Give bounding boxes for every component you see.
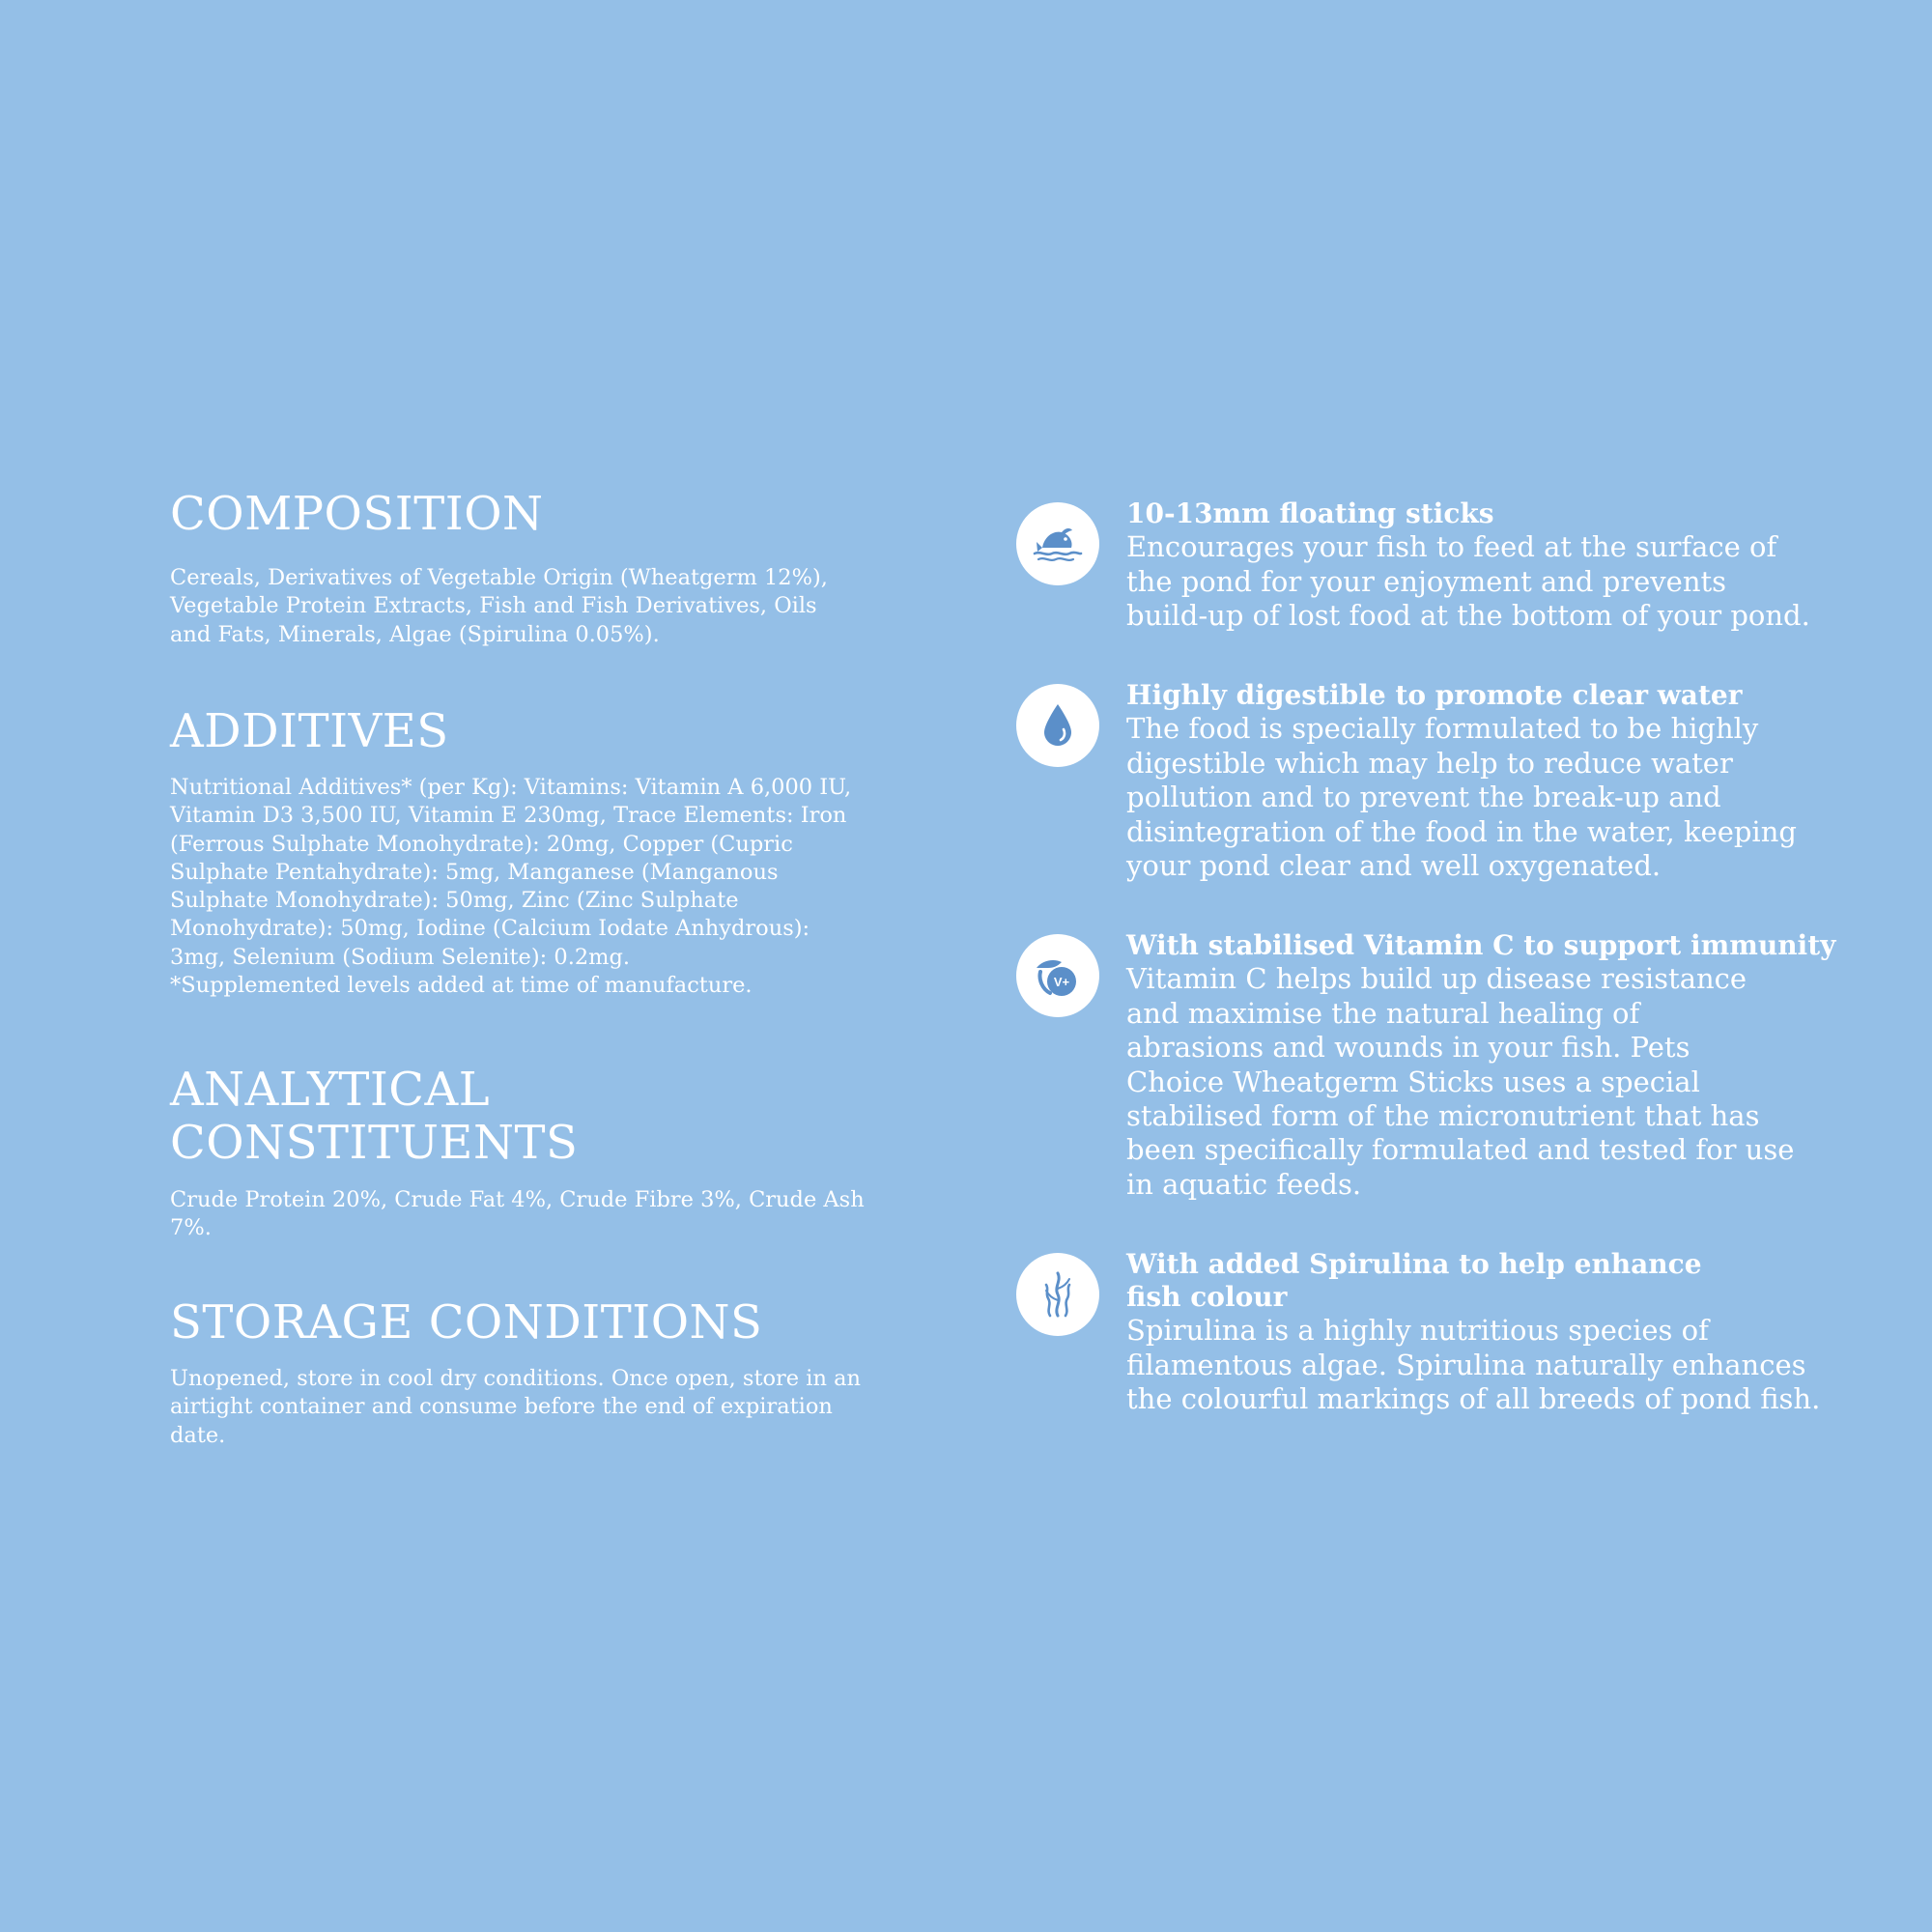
composition-section	[170, 488, 885, 649]
feature-digestible	[1014, 679, 1884, 883]
vitamin-c-icon	[1016, 934, 1099, 1017]
water-drop-icon	[1016, 684, 1099, 767]
feature-spirulina	[1014, 1248, 1884, 1416]
additives-text: Nutritional Additives* (per Kg): Vitamins: Vitamin A 6,000 IU, Vitamin D3 3,500 IU, Vitamin E 230mg, Trace Elements: Iron (Ferrous Sulphate Monohydrate): 20mg, Copper (Cupric Sulphate Pentahydrate): 5mg, Manganese (Manganous Sulphate Monohydrate): 50mg, Zinc (Zinc Sulphate Monohydrate): 50mg, Iodine (Calcium Iodate Anhydrous): 3mg, Selenium (Sodium Selenite): 0.2mg. *Supplemented levels added at time of manufacture.	[170, 775, 852, 998]
analytical-section	[170, 1064, 885, 1242]
analytical-text: Crude Protein 20%, Crude Fat 4%, Crude Fibre 3%, Crude Ash 7%.	[170, 1186, 865, 1240]
feature-title: Highly digestible to promote clear water	[1126, 679, 1743, 712]
storage-text: Unopened, store in cool dry conditions. Once open, store in an airtight container and consume before the end of expiration date.	[170, 1366, 862, 1448]
feature-text: Spirulina is a highly nutritious species of filamentous algae. Spirulina naturally enhances the colourful markings of all breeds of pond fish.	[1126, 1314, 1821, 1416]
feature-text: Vitamin C helps build up disease resistance and maximise the natural healing of abrasions and wounds in your fish. Pets Choice Wheatgerm Sticks uses a special stabilised form of the micronutrient that has been specifically formulated and tested for use in aquatic feeds.	[1126, 962, 1795, 1201]
features-column	[1014, 497, 1884, 1417]
composition-heading: COMPOSITION	[170, 487, 544, 541]
storage-heading: STORAGE CONDITIONS	[170, 1295, 763, 1350]
feature-text: Encourages your fish to feed at the surface of the pond for your enjoyment and prevents build-up of lost food at the bottom of your pond.	[1126, 530, 1810, 632]
composition-text: Cereals, Derivatives of Vegetable Origin (Wheatgerm 12%), Vegetable Protein Extracts, Fish and Fish Derivatives, Oils and Fats, Minerals, Algae (Spirulina 0.05%).	[170, 565, 828, 647]
additives-section	[170, 705, 885, 1000]
seaweed-icon	[1016, 1253, 1099, 1336]
feature-title: With added Spirulina to help enhance fish colour	[1126, 1248, 1702, 1314]
feature-title: With stabilised Vitamin C to support immunity	[1126, 929, 1836, 962]
label-info-column	[170, 488, 885, 1504]
feature-title: 10-13mm floating sticks	[1126, 497, 1494, 529]
analytical-heading: ANALYTICAL CONSTITUENTS	[170, 1063, 579, 1171]
feature-floating-sticks	[1014, 497, 1884, 633]
floating-fish-icon	[1016, 502, 1099, 585]
additives-heading: ADDITIVES	[170, 703, 449, 758]
feature-text: The food is specially formulated to be highly digestible which may help to reduce water pollution and to prevent the break-up and disintegration of the food in the water, keeping your pond clear and well oxygenated.	[1126, 712, 1797, 882]
vitamin-c-icon-label: V+	[1053, 975, 1070, 990]
feature-vitamin-c	[1014, 929, 1884, 1202]
storage-section	[170, 1296, 885, 1450]
